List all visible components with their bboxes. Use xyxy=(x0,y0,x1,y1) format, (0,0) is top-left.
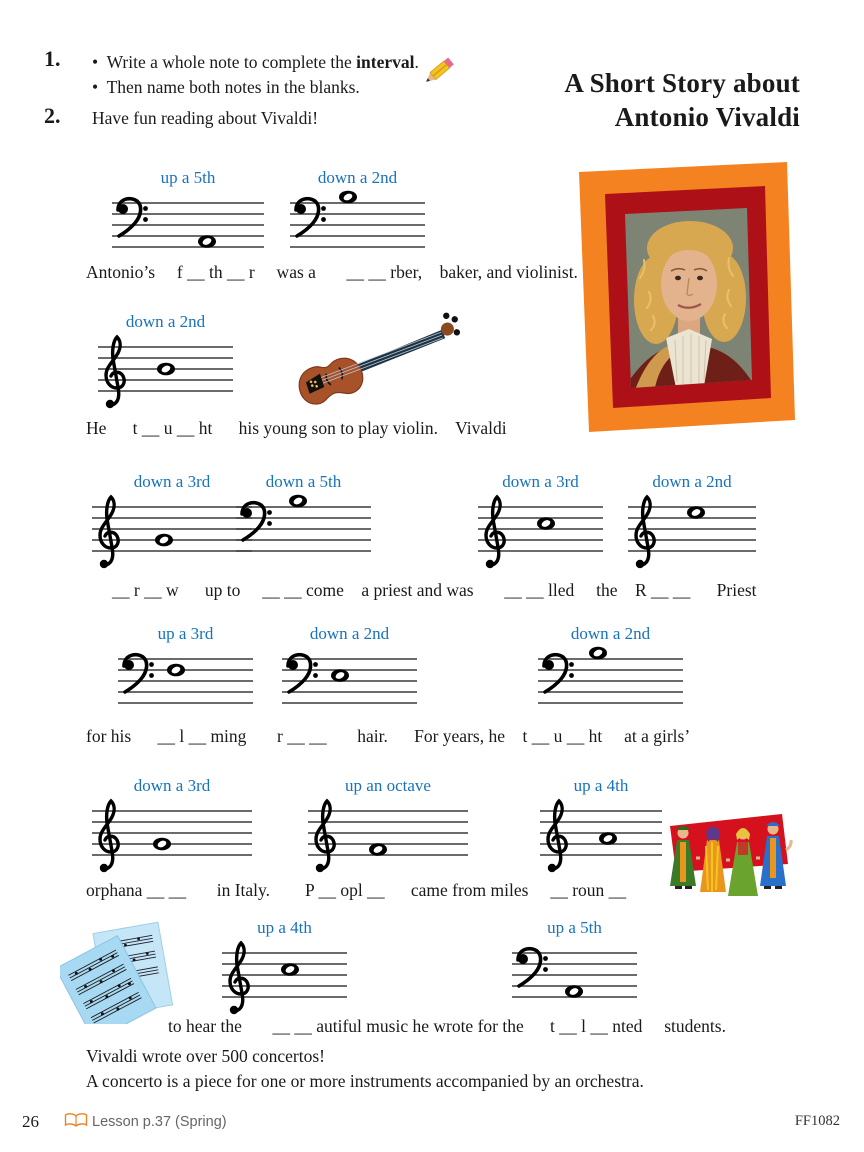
music-staff xyxy=(478,493,603,573)
music-row-1-staff-2 xyxy=(290,168,425,269)
instruction-1-bullet-2: • Then name both notes in the blanks. xyxy=(92,77,360,97)
bullet-glyph: • xyxy=(92,52,99,72)
interval-label: down a 2nd xyxy=(317,168,398,187)
story-caption-1: Antonio’s f __ th __ r was a __ __ rber, baker, and violinist. xyxy=(86,262,578,282)
page-title xyxy=(430,66,800,134)
music-row-3-staff-1 xyxy=(92,472,252,573)
interval-label: down a 3rd xyxy=(502,472,579,491)
interval-label: up an octave xyxy=(345,776,431,795)
open-book-icon xyxy=(64,1112,88,1129)
vivaldi-portrait xyxy=(565,158,800,438)
music-row-4-staff-3 xyxy=(538,624,683,725)
music-row-4-staff-1 xyxy=(118,624,253,725)
music-row-4-staff-2 xyxy=(282,624,417,725)
instruction-2-text: Have fun reading about Vivaldi! xyxy=(92,108,319,128)
story-caption-2: He t __ u __ ht his young son to play violin. Vivaldi xyxy=(86,418,507,438)
closing-note-line-1: Vivaldi wrote over 500 concertos! xyxy=(86,1046,326,1066)
music-staff xyxy=(628,493,756,573)
instruction-1-bullet-1: • Write a whole note to complete the interval. xyxy=(92,52,419,72)
page-title-line-2: Antonio Vivaldi xyxy=(614,102,800,132)
story-caption-6: to hear the __ __ autiful music he wrote for the t __ l __ nted students. xyxy=(168,1016,726,1036)
violin-illustration xyxy=(282,306,482,414)
interval-label: down a 2nd xyxy=(309,624,390,643)
music-staff xyxy=(540,797,662,877)
interval-label: down a 2nd xyxy=(125,312,206,331)
instruction-2-number: 2. xyxy=(44,103,61,128)
instruction-1 xyxy=(92,50,432,100)
music-row-3-staff-3 xyxy=(478,472,603,573)
bullet-glyph: • xyxy=(92,77,99,97)
music-row-3-staff-2 xyxy=(236,472,371,573)
page-title-line-1: A Short Story about xyxy=(564,68,800,98)
interval-label: up a 5th xyxy=(547,918,602,937)
music-row-6-staff-1 xyxy=(222,918,347,1019)
music-row-1-staff-1 xyxy=(112,168,264,269)
music-staff xyxy=(112,189,264,269)
music-staff xyxy=(92,797,252,877)
footer-lesson-ref: Lesson p.37 (Spring) xyxy=(92,1114,227,1130)
music-row-2-staff-1 xyxy=(98,312,233,413)
interval-label: up a 4th xyxy=(257,918,312,937)
people-illustration xyxy=(660,806,798,898)
interval-label: down a 3rd xyxy=(133,776,211,795)
music-staff xyxy=(236,493,371,573)
music-row-3-staff-4 xyxy=(628,472,756,573)
instruction-1-number: 1. xyxy=(44,46,61,71)
interval-label: down a 2nd xyxy=(570,624,651,643)
music-row-5-staff-2 xyxy=(308,776,468,877)
music-row-6-staff-2 xyxy=(512,918,637,1019)
music-staff xyxy=(222,939,347,1019)
interval-label: up a 4th xyxy=(573,776,629,795)
music-staff xyxy=(282,645,417,725)
music-staff xyxy=(512,939,637,1019)
interval-label: down a 3rd xyxy=(133,472,211,491)
footer-code: FF1082 xyxy=(794,1113,840,1129)
interval-label: down a 2nd xyxy=(652,472,732,491)
music-staff xyxy=(98,333,233,413)
music-row-5-staff-1 xyxy=(92,776,252,877)
music-row-5-staff-3 xyxy=(540,776,662,877)
music-staff xyxy=(538,645,683,725)
interval-label: up a 5th xyxy=(160,168,216,187)
sheet-music-illustration xyxy=(60,920,194,1024)
story-caption-5: orphana __ __ in Italy. P __ opl __ came from miles __ roun __ xyxy=(86,880,627,900)
interval-label: up a 3rd xyxy=(157,624,214,643)
music-staff xyxy=(308,797,468,877)
footer-page-number: 26 xyxy=(22,1112,39,1131)
story-caption-4: for his __ l __ ming r __ __ hair. For years, he t __ u __ ht at a girls’ xyxy=(86,726,691,746)
closing-note-line-2: A concerto is a piece for one or more instruments accompanied by an orchestra. xyxy=(86,1071,644,1091)
closing-note xyxy=(86,1044,786,1094)
story-caption-3: __ r __ w up to __ __ come a priest and was __ __ lled the R __ __ Priest xyxy=(112,580,757,600)
music-staff xyxy=(290,189,425,269)
interval-label: down a 5th xyxy=(265,472,342,491)
music-staff xyxy=(118,645,253,725)
music-staff xyxy=(92,493,252,573)
interval-bold: interval xyxy=(356,52,415,72)
